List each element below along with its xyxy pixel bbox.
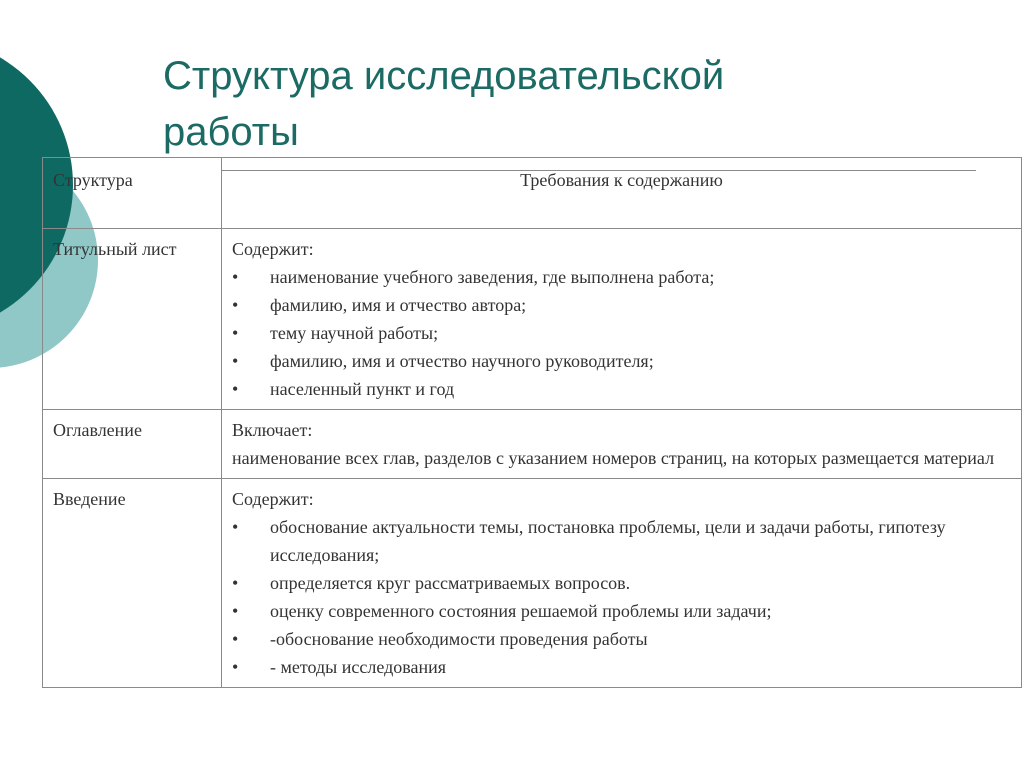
row-text: наименование всех глав, разделов с указанием номеров страниц, на которых размещается материал [232, 448, 995, 468]
row-intro: Содержит: [232, 489, 314, 509]
header-requirements: Требования к содержанию [222, 158, 1022, 229]
header-structure: Структура [43, 158, 222, 229]
row-label: Введение [43, 479, 222, 688]
list-item: • фамилию, имя и отчество автора; [232, 295, 527, 315]
list-item: • -обоснование необходимости проведения работы [232, 629, 648, 649]
table-row-contents [43, 410, 1022, 479]
list-item: • - методы исследования [232, 657, 447, 677]
row-content [222, 479, 1022, 688]
row-content [222, 229, 1022, 410]
list-item: • обоснование актуальности темы, постановка проблемы, цели и задачи работы, гипотезу исследования; [232, 517, 946, 565]
bullet-list [232, 513, 1011, 681]
page-title [163, 48, 724, 160]
row-content [222, 410, 1022, 479]
list-item: • определяется круг рассматриваемых вопросов. [232, 573, 631, 593]
table-row-title-page [43, 229, 1022, 410]
list-item: • наименование учебного заведения, где выполнена работа; [232, 267, 715, 287]
bullet-list [232, 263, 1011, 403]
row-label: Оглавление [43, 410, 222, 479]
table-header-row [43, 158, 1022, 229]
header-underline [222, 170, 976, 171]
list-item: • населенный пункт и год [232, 379, 455, 399]
title-line-1: Структура исследовательской [163, 54, 725, 98]
list-item: • фамилию, имя и отчество научного руководителя; [232, 351, 654, 371]
title-line-2: работы [163, 110, 299, 154]
row-intro: Включает: [232, 420, 313, 440]
list-item: • оценку современного состояния решаемой проблемы или задачи; [232, 601, 772, 621]
row-label: Титульный лист [43, 229, 222, 410]
structure-table [42, 157, 1022, 688]
row-intro: Содержит: [232, 239, 314, 259]
table-row-introduction [43, 479, 1022, 688]
list-item: • тему научной работы; [232, 323, 439, 343]
